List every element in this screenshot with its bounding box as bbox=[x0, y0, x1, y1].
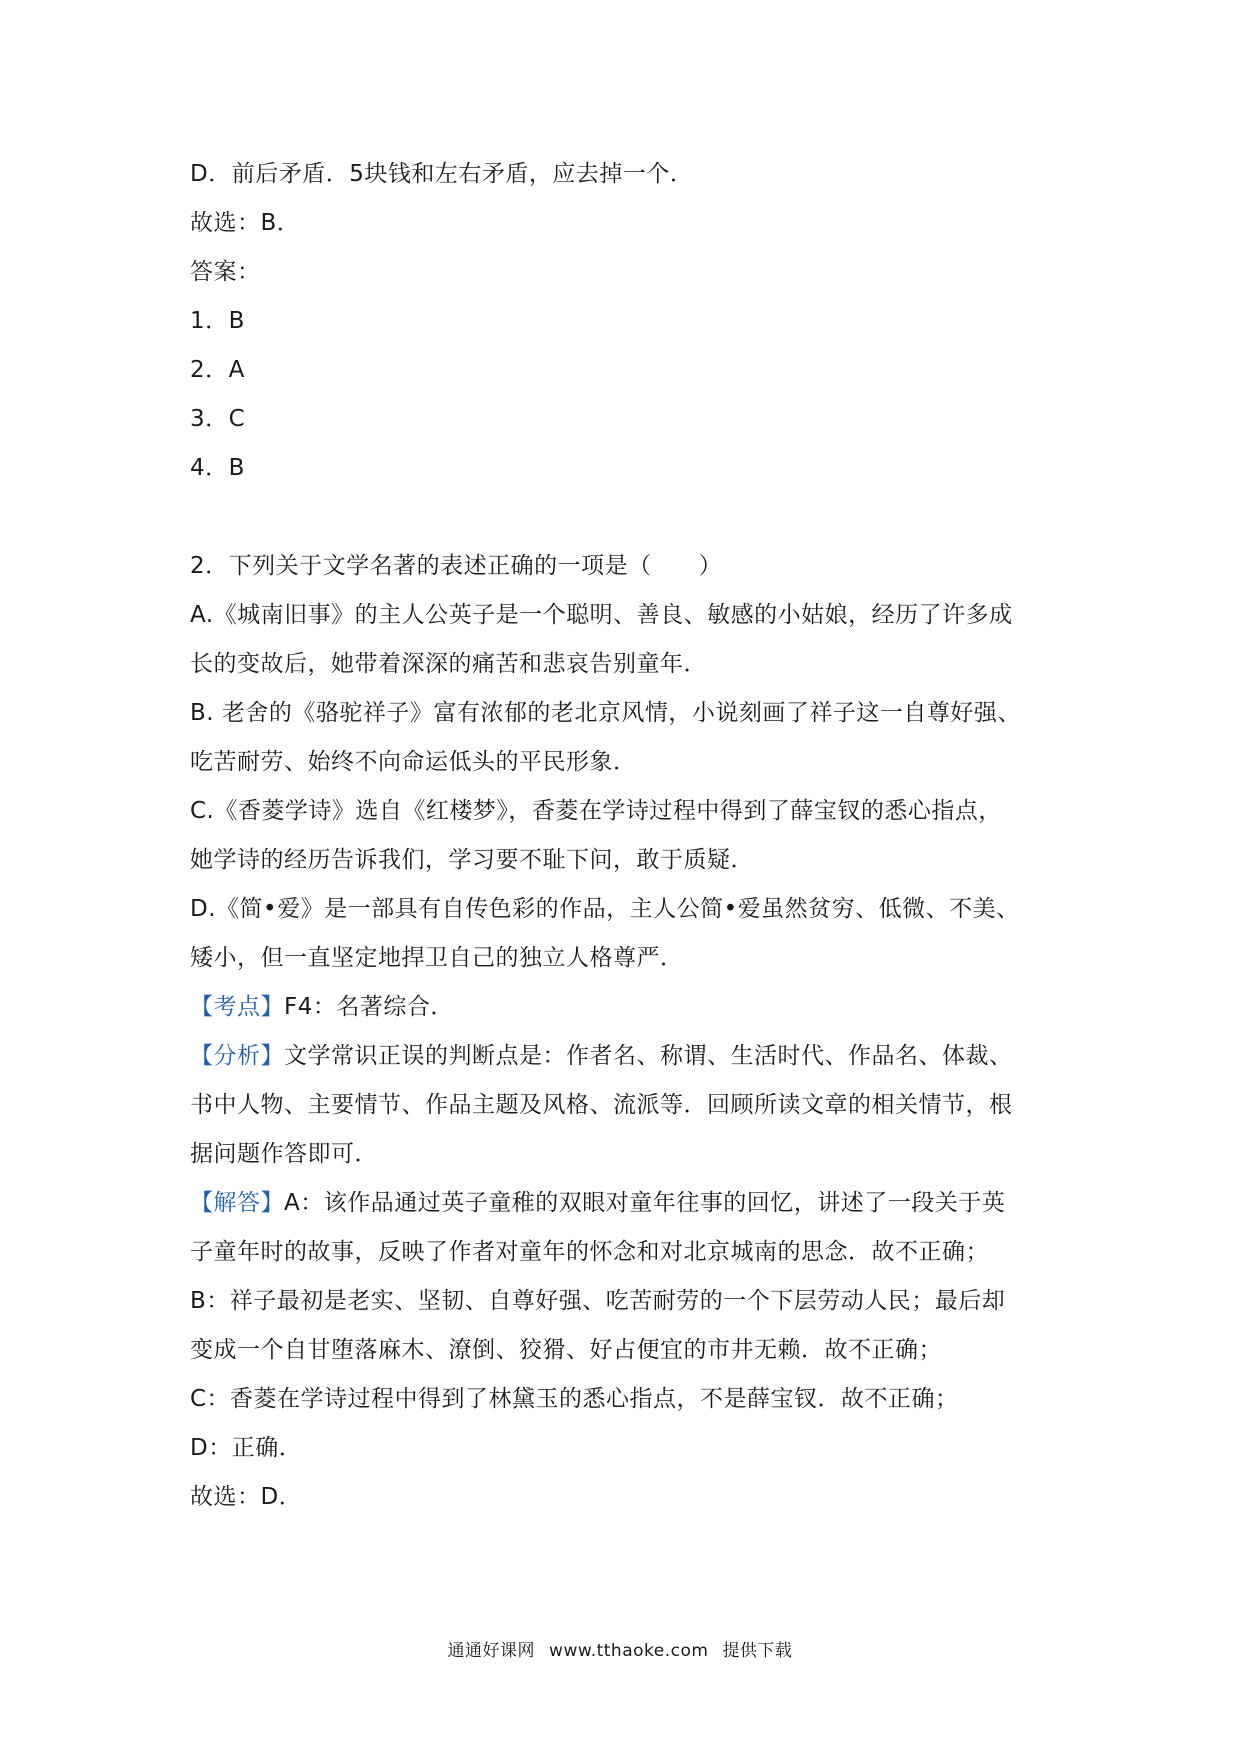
jieda-line: D：正确． bbox=[190, 1435, 303, 1461]
fenxi-line: 据问题作答即可． bbox=[190, 1141, 378, 1167]
fenxi-line bbox=[190, 1032, 1070, 1081]
final-conclusion: 故选：D． bbox=[190, 1484, 303, 1510]
jieda-tag: 【解答】 bbox=[190, 1190, 284, 1216]
fenxi-text: 文学常识正误的判断点是：作者名、称谓、生活时代、作品名、体裁、 bbox=[284, 1043, 1013, 1069]
option-d-line: 矮小，但一直坚定地捍卫自己的独立人格尊严． bbox=[190, 945, 684, 971]
option-a-line: 长的变故后，她带着深深的痛苦和悲哀告别童年． bbox=[190, 651, 707, 677]
prev-explanation-d: D．前后矛盾．5块钱和左右矛盾，应去掉一个． bbox=[190, 161, 694, 187]
kaodian-tag: 【考点】 bbox=[190, 994, 284, 1020]
answer-item: 1．B bbox=[190, 308, 245, 334]
jieda-line bbox=[190, 1179, 1070, 1228]
kaodian-line bbox=[190, 983, 1070, 1032]
kaodian-text: F4：名著综合． bbox=[284, 994, 454, 1020]
answer-item: 3．C bbox=[190, 406, 246, 432]
jieda-line: B：祥子最初是老实、坚韧、自尊好强、吃苦耐劳的一个下层劳动人民；最后却 bbox=[190, 1288, 1006, 1314]
option-b-line: 吃苦耐劳、始终不向命运低头的平民形象． bbox=[190, 749, 637, 775]
footer-download-text: 提供下载 bbox=[722, 1641, 793, 1661]
answer-item: 2．A bbox=[190, 357, 245, 383]
jieda-line: 子童年时的故事，反映了作者对童年的怀念和对北京城南的思念．故不正确； bbox=[190, 1239, 989, 1265]
section-gap bbox=[190, 493, 1070, 542]
prev-conclusion: 故选：B． bbox=[190, 210, 301, 236]
option-a-line: A.《城南旧事》的主人公英子是一个聪明、善良、敏感的小姑娘，经历了许多成 bbox=[190, 602, 1013, 628]
jieda-line: C：香菱在学诗过程中得到了林黛玉的悉心指点，不是薛宝钗．故不正确； bbox=[190, 1386, 959, 1412]
jieda-text: A：该作品通过英子童稚的双眼对童年往事的回忆，讲述了一段关于英 bbox=[284, 1190, 1006, 1216]
option-b-line: B. 老舍的《骆驼祥子》富有浓郁的老北京风情，小说刻画了祥子这一自尊好强、 bbox=[190, 700, 1021, 726]
document-content bbox=[190, 150, 1070, 1522]
fenxi-line: 书中人物、主要情节、作品主题及风格、流派等．回顾所读文章的相关情节，根 bbox=[190, 1092, 1013, 1118]
question-stem: 2．下列关于文学名著的表述正确的一项是（ ） bbox=[190, 553, 723, 579]
option-d-line: D.《简•爱》是一部具有自传色彩的作品，主人公简•爱虽然贫穷、低微、不美、 bbox=[190, 896, 1020, 922]
option-c-line: 她学诗的经历告诉我们，学习要不耻下问，敢于质疑． bbox=[190, 847, 754, 873]
page-footer bbox=[0, 1636, 1240, 1661]
answers-label: 答案： bbox=[190, 259, 261, 285]
jieda-line: 变成一个自甘堕落麻木、潦倒、狡猾、好占便宜的市井无赖．故不正确； bbox=[190, 1337, 942, 1363]
option-c-line: C.《香菱学诗》选自《红楼梦》，香菱在学诗过程中得到了薛宝钗的悉心指点， bbox=[190, 798, 1002, 824]
answer-item: 4．B bbox=[190, 455, 245, 481]
footer-site-url: www.tthaoke.com bbox=[549, 1641, 709, 1661]
fenxi-tag: 【分析】 bbox=[190, 1043, 284, 1069]
footer-site-name: 通通好课网 bbox=[447, 1641, 536, 1661]
